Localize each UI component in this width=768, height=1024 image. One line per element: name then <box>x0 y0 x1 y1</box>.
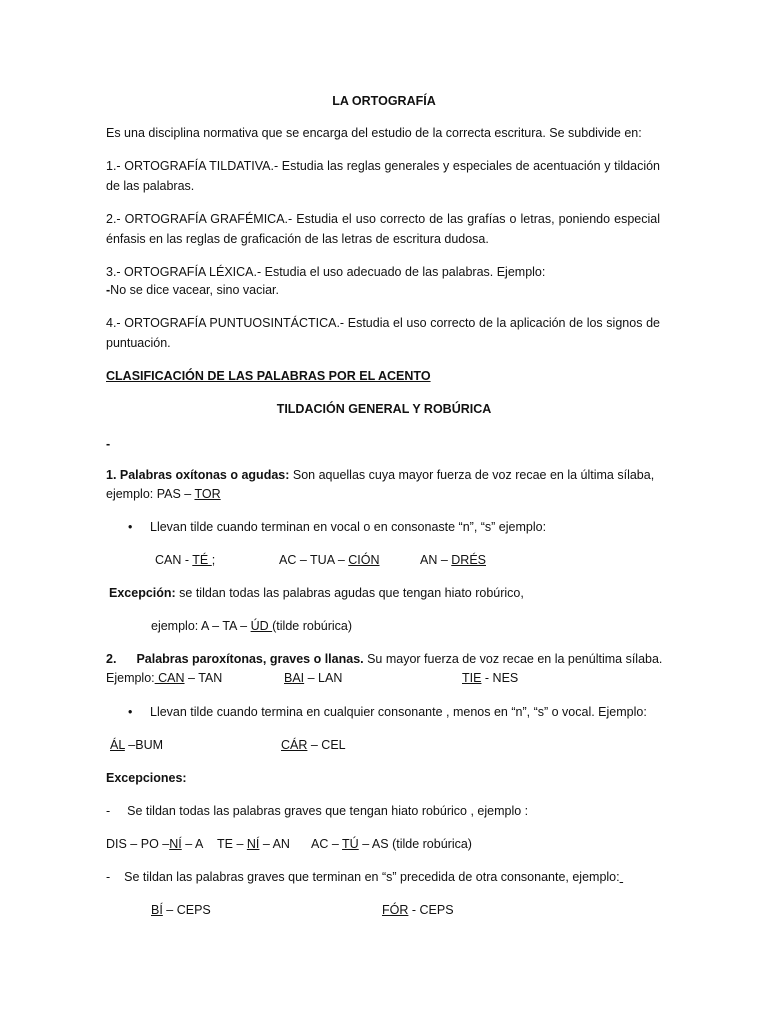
ex-b-rest: – AN <box>259 837 290 851</box>
example-andres-stressed: DRÉS <box>451 553 486 567</box>
forceps-rest: - CEPS <box>408 903 454 917</box>
album-stressed: ÁL <box>110 738 125 752</box>
dash-mark: - <box>106 283 111 297</box>
example-actuacion <box>279 550 380 570</box>
graves-ex2 <box>284 668 342 688</box>
item-3-example <box>106 280 660 300</box>
exception-label: Excepción: <box>109 586 176 600</box>
subheading: TILDACIÓN GENERAL Y ROBÚRICA <box>276 402 492 416</box>
forceps-example <box>382 900 454 920</box>
graves-ex1-rest: – TAN <box>184 671 223 685</box>
exception-text: se tildan todas las palabras agudas que tengan hiato robúrico, <box>175 586 524 600</box>
ex-a-first: DIS – PO – <box>106 837 170 851</box>
graves-example-label: Ejemplo: <box>106 671 155 685</box>
stray-dash: - <box>106 437 111 451</box>
ex-a-stressed: NÍ <box>169 837 182 851</box>
carcel-stressed: CÁR <box>281 738 308 752</box>
forceps-stressed: FÓR <box>382 903 409 917</box>
item-3-example-text: No se dice vacear, sino vaciar. <box>110 283 280 297</box>
graves-bullet-examples <box>110 735 660 755</box>
agudas-text: Son aquellas cuya mayor fuerza de voz recae en la última sílaba, <box>289 468 655 482</box>
exception-1-dash: - <box>106 804 111 818</box>
example-actuacion-first: AC – TUA – <box>279 553 349 567</box>
exception-example-note: (tilde robúrica) <box>272 619 353 633</box>
agudas-bullet-text: Llevan tilde cuando terminan en vocal o en consonaste “n”, “s” ejemplo: <box>150 520 547 534</box>
ex-c <box>311 834 472 854</box>
graves-text: Su mayor fuerza de voz recae en la penúltima sílaba. <box>363 652 663 666</box>
graves-ex2-rest: – LAN <box>304 671 343 685</box>
agudas-definition <box>106 465 660 485</box>
example-andres-first: AN – <box>420 553 452 567</box>
page-title: LA ORTOGRAFÍA <box>332 94 436 108</box>
exception-1 <box>106 801 660 821</box>
agudas-example-prefix: ejemplo: PAS – <box>106 487 195 501</box>
example-andres <box>420 550 486 570</box>
graves-label: Palabras paroxítonas, graves o llanas. <box>136 652 364 666</box>
ex-a-rest: – A <box>181 837 204 851</box>
exception-2-examples <box>151 900 660 920</box>
ex-c-first: AC – <box>311 837 343 851</box>
agudas-example <box>106 484 660 504</box>
agudas-bullet <box>130 517 660 537</box>
exception-1-examples <box>106 834 660 854</box>
ex-b-first: TE – <box>217 837 247 851</box>
graves-bullet <box>130 702 660 722</box>
example-cante-semicolon: ; <box>211 553 216 567</box>
example-actuacion-stressed: CIÓN <box>348 553 380 567</box>
ex-c-stressed: TÚ <box>342 837 359 851</box>
example-cante-first: CAN - <box>155 553 193 567</box>
agudas-label: 1. Palabras oxítonas o agudas: <box>106 468 290 482</box>
exception-2-text: Se tildan las palabras graves que terminan en “s” precedida de otra consonante, ejemplo: <box>124 870 620 884</box>
intro-paragraph: Es una disciplina normativa que se encarga del estudio de la correcta escritura. Se subdivide en: <box>106 126 642 140</box>
graves-definition <box>106 649 663 669</box>
graves-examples-row <box>106 668 660 688</box>
ex-b-stressed: NÍ <box>246 837 260 851</box>
ex-b <box>217 834 290 854</box>
section-heading: CLASIFICACIÓN DE LAS PALABRAS POR EL ACENTO <box>106 369 431 383</box>
exception-2-dash: - <box>106 870 111 884</box>
graves-ex2-stressed: BAI <box>284 671 305 685</box>
graves-ex3-rest: - NES <box>481 671 519 685</box>
exception-2-trailing-underline <box>620 870 623 884</box>
graves-ex3-stressed: TIE <box>462 671 482 685</box>
agudas-exception <box>109 583 660 603</box>
example-cante <box>155 550 215 570</box>
exceptions-heading: Excepciones: <box>106 771 187 785</box>
carcel-example <box>281 735 346 755</box>
agudas-exception-example <box>151 616 660 636</box>
carcel-rest: – CEL <box>307 738 346 752</box>
graves-ex1-stressed: CAN <box>154 671 185 685</box>
item-3-paragraph: 3.- ORTOGRAFÍA LÉXICA.- Estudia el uso adecuado de las palabras. Ejemplo: <box>106 265 546 279</box>
biceps-rest: – CEPS <box>162 903 211 917</box>
ex-c-rest: – AS (tilde robúrica) <box>358 837 472 851</box>
album-rest: –BUM <box>124 738 164 752</box>
exception-example-stressed: ÚD <box>250 619 273 633</box>
exception-1-text: Se tildan todas las palabras graves que tengan hiato robúrico , ejemplo : <box>127 804 529 818</box>
agudas-example-stressed: TOR <box>194 487 221 501</box>
exception-example-prefix: ejemplo: A – TA – <box>151 619 251 633</box>
item-2-paragraph: 2.- ORTOGRAFÍA GRAFÉMICA.- Estudia el uso correcto de las grafías o letras, poniendo especial énfasis en las reglas de graficación de las letras de escritura dudosa. <box>106 212 660 246</box>
exception-2 <box>106 867 660 887</box>
graves-ex3 <box>462 668 518 688</box>
graves-bullet-text: Llevan tilde cuando termina en cualquier consonante , menos en “n”, “s” o vocal. Ejemplo: <box>150 705 647 719</box>
item-4-paragraph: 4.- ORTOGRAFÍA PUNTUOSINTÁCTICA.- Estudia el uso correcto de la aplicación de los signos de puntuación. <box>106 316 660 350</box>
item-1-paragraph: 1.- ORTOGRAFÍA TILDATIVA.- Estudia las reglas generales y especiales de acentuación y tildación de las palabras. <box>106 159 660 193</box>
example-cante-stressed: TÉ <box>192 553 212 567</box>
biceps-stressed: BÍ <box>151 903 163 917</box>
graves-number: 2. <box>106 652 117 666</box>
